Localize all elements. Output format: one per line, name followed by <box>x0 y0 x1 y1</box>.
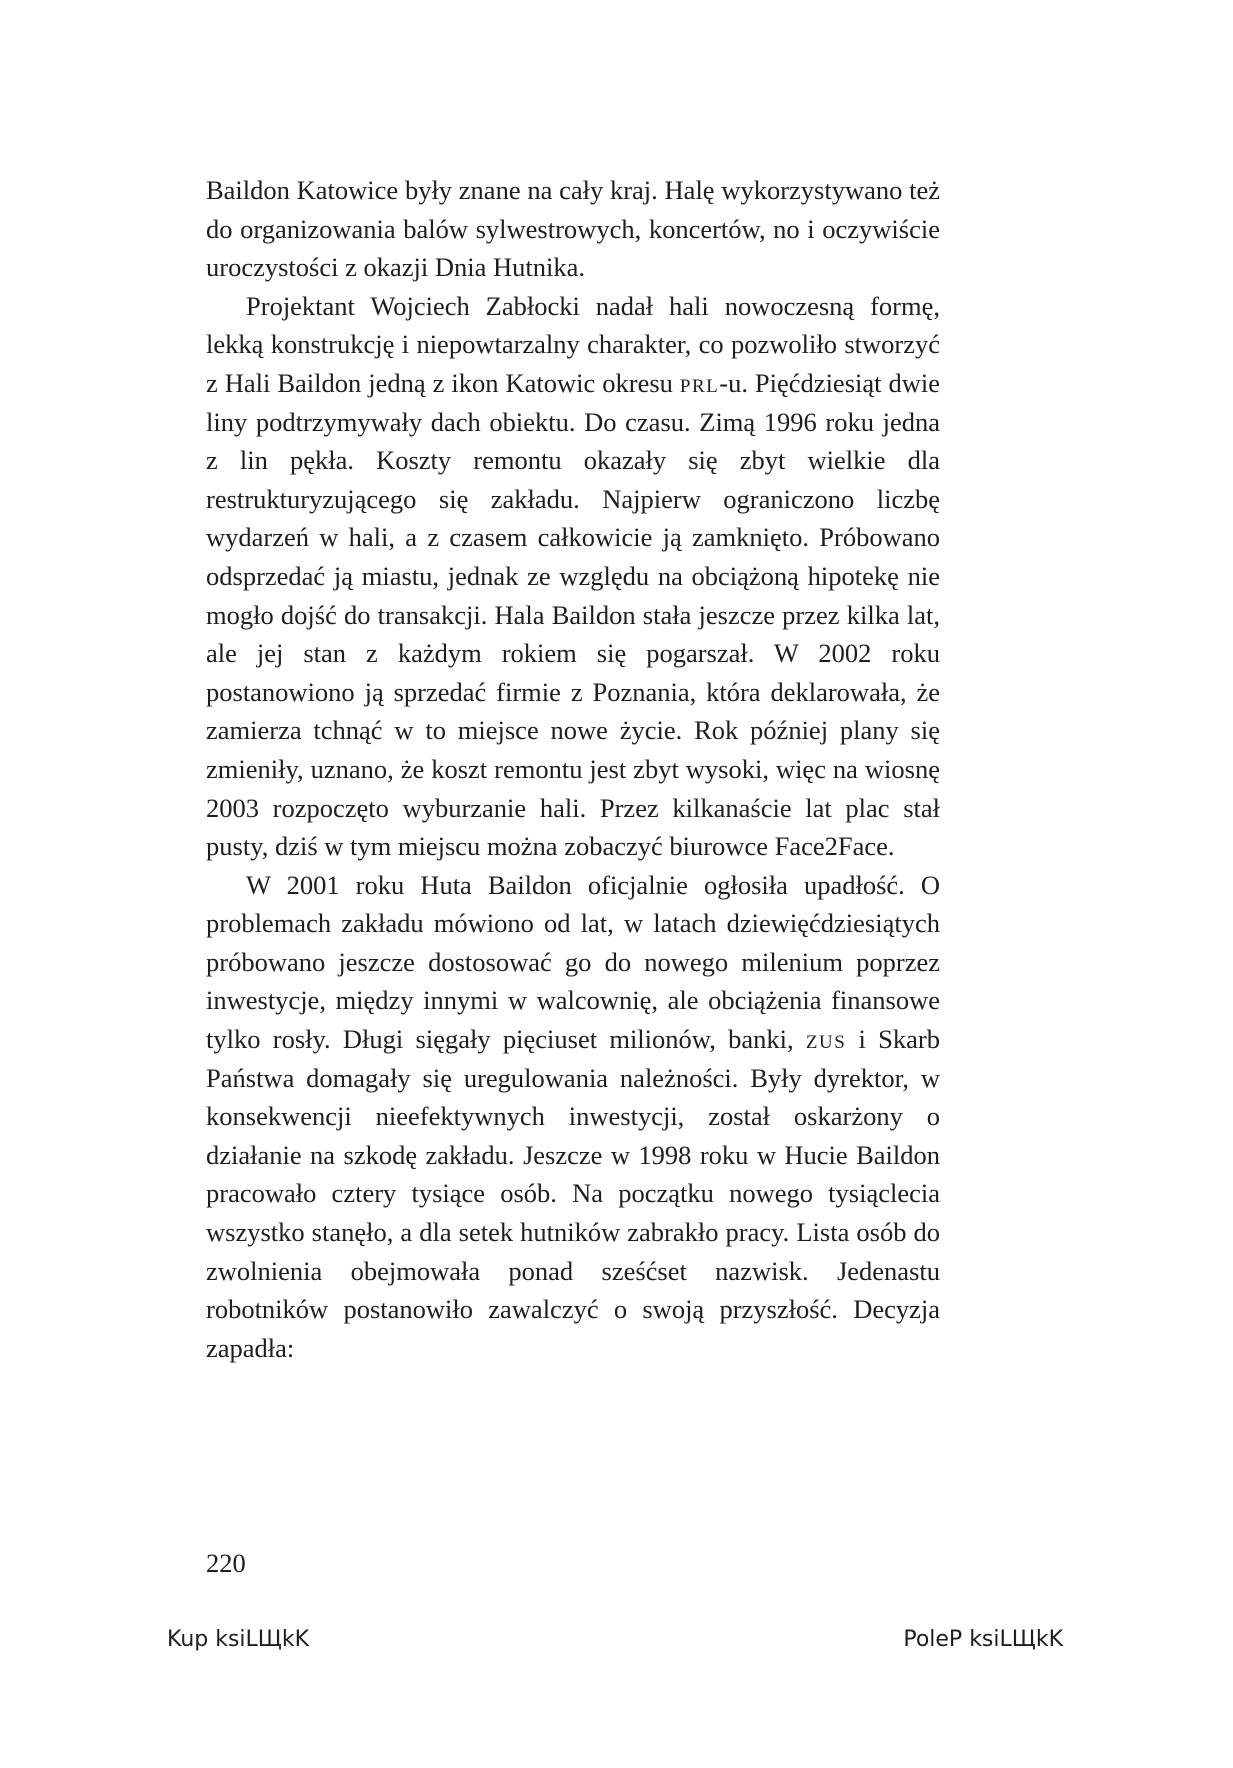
abbreviation: prl <box>679 367 720 398</box>
text-run: i Skarb Państwa domagały się uregulowania należności. Były dyrektor, w konsekwencji nieefektywnych inwestycji, został oskarżony o działanie na szkodę zakładu. Jeszcze w 1998 roku w Hucie Baildon pracowało cztery tysiące osób. Na początku nowego tysiąclecia wszystko stanęło, a dla setek hutników zabrakło pracy. Lista osób do zwolnienia obejmowała ponad sześćset nazwisk. Jedenastu robotników postanowiło zawalczyć o swoją przyszłość. Decyzja zapadła: <box>206 1024 941 1363</box>
page-number: 220 <box>206 1548 246 1578</box>
abbreviation: zus <box>805 1024 847 1055</box>
paragraph <box>206 866 940 1368</box>
text-run: Baildon Katowice były znane na cały kraj. Halę wykorzystywano też do organizowania balów sylwestrowych, koncertów, no i oczywiście uroczystości z okazji Dnia Hutnika. <box>206 175 940 283</box>
buy-book-link[interactable]: Kup ksiLЩkK <box>167 1627 310 1652</box>
text-run: Projektant Wojciech Zabłocki nadał hali nowoczesną formę, lekką konstrukcję i niepowtarzalny charakter, co pozwoliło stworzyć z Hali Baildon jedną z ikon Katowic okresu <box>206 290 940 398</box>
paragraph <box>206 171 940 287</box>
text-run: -u. Pięćdziesiąt dwie liny podtrzymywały dach obiektu. Do czasu. Zimą 1996 roku jedna z lin pękła. Koszty remontu okazały się zbyt wielkie dla restrukturyzującego się zakładu. Najpierw ograniczono liczbę wydarzeń w hali, a z czasem całkowicie ją zamknięto. Próbowano odsprzedać ją miastu, jednak ze względu na obciążoną hipotekę nie mogło dojść do transakcji. Hala Baildon stała jeszcze przez kilka lat, ale jej stan z każdym rokiem się pogarszał. W 2002 roku postanowiono ją sprzedać firmie z Poznania, która deklarowała, że zamierza tchnąć w to miejsce nowe życie. Rok później plany się zmieniły, uznano, że koszt remontu jest zbyt wysoki, więc na wiosnę 2003 rozpoczęto wyburzanie hali. Przez kilkanaście lat plac stał pusty, dziś w tym miejscu można zobaczyć biurowce Face2Face. <box>206 367 940 862</box>
recommend-book-link[interactable]: PoleP ksiLЩkK <box>903 1627 1063 1652</box>
text-run: W 2001 roku Huta Baildon oficjalnie ogłosiła upadłość. O problemach zakładu mówiono od lat, w latach dziewięćdziesiątych próbowano jeszcze dostosować go do nowego milenium poprzez inwestycje, między innymi w walcownię, ale obciążenia finansowe tylko rosły. Długi sięgały pięciuset milionów, banki, <box>206 869 940 1055</box>
page-body-text <box>206 171 940 1367</box>
paragraph <box>206 287 940 866</box>
